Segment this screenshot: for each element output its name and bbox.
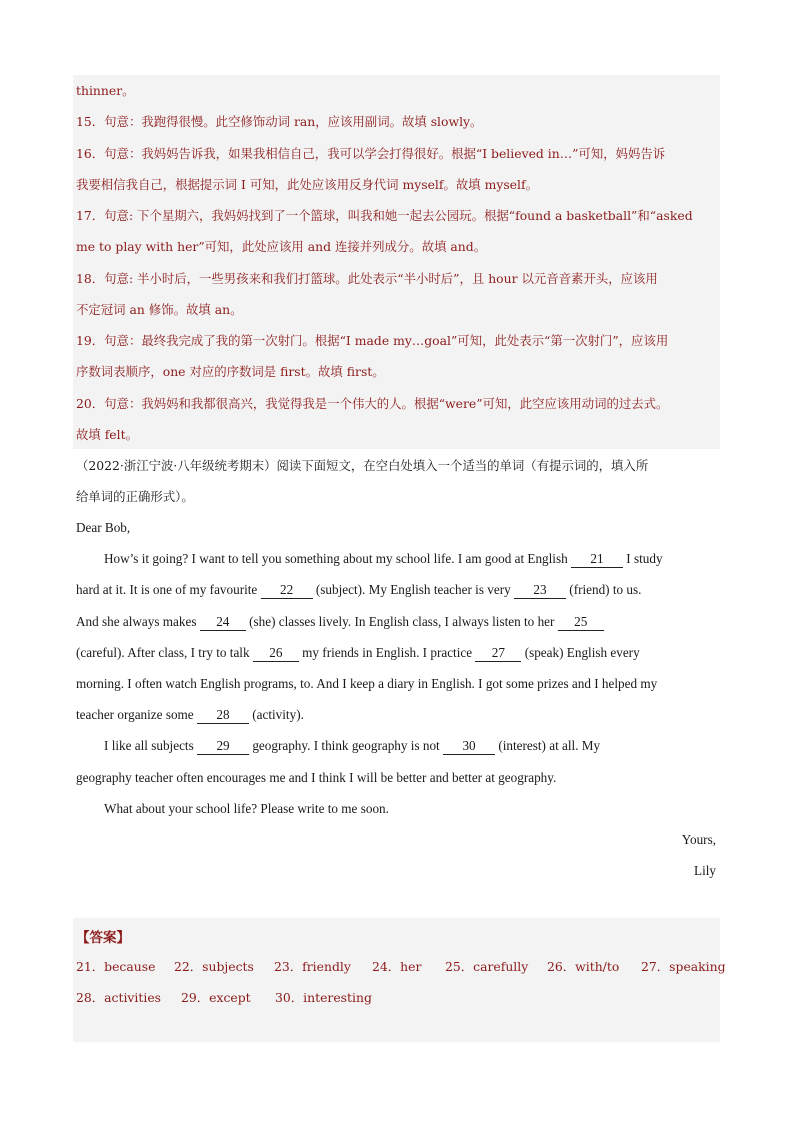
blank-28[interactable]: 28 (197, 707, 249, 724)
explanation-15: 15．句意：我跑得很慢。此空修饰动词 ran，应该用副词。故填 slowly。 (76, 114, 483, 129)
letter-line (76, 706, 304, 724)
question-intro: （2022·浙江宁波·八年级统考期末）阅读下面短文，在空白处填入一个适当的单词（有提示词的，填入所 (76, 458, 649, 473)
answer-item: 28．activities (76, 990, 162, 1005)
text: (she) classes lively. In English class, I always listen to her (245, 614, 558, 629)
text: I study (623, 551, 663, 566)
explanation-19: 19．句意：最终我完成了我的第一次射门。根据“I made my…goal”可知，此处表示“第一次射门”，应该用 (76, 333, 669, 348)
text: my friends in English. I practice (298, 645, 476, 660)
blank-24[interactable]: 24 (200, 614, 246, 631)
question-intro-cont: 给单词的正确形式）。 (76, 489, 194, 504)
explanation-16-cont: 我要相信我自己，根据提示词 I 可知，此处应该用反身代词 myself。故填 myself。 (76, 177, 538, 192)
blank-25[interactable]: 25 (558, 614, 604, 631)
blank-23[interactable]: 23 (514, 582, 566, 599)
letter-signature: Lily (694, 863, 716, 878)
text: geography. I think geography is not (249, 738, 444, 753)
letter-salutation: Dear Bob, (76, 520, 131, 535)
answer-box (73, 918, 720, 1042)
answer-item: 26．with/to (547, 959, 620, 974)
text: (interest) at all. My (495, 738, 601, 753)
explanation-18-cont: 不定冠词 an 修饰。故填 an。 (76, 302, 243, 317)
explanation-20: 20．句意：我妈妈和我都很高兴，我觉得我是一个伟大的人。根据“were”可知，此空应该用动词的过去式。 (76, 396, 669, 411)
explanation-box (73, 75, 720, 449)
letter-line (104, 550, 663, 568)
explanation-line: thinner。 (76, 83, 135, 98)
answer-item: 30．interesting (275, 990, 372, 1005)
blank-29[interactable]: 29 (197, 738, 249, 755)
blank-30[interactable]: 30 (443, 738, 495, 755)
explanation-20-cont: 故填 felt。 (76, 427, 138, 442)
explanation-17-cont: me to play with her”可知，此处应该用 and 连接并列成分。故填 and。 (76, 239, 487, 254)
letter-line: What about your school life? Please write to me soon. (104, 801, 389, 816)
answer-item: 23．friendly (274, 959, 351, 974)
text: (careful). After class, I try to talk (76, 645, 253, 660)
letter-line: morning. I often watch English programs, to. And I keep a diary in English. I got some prizes and I helped my (76, 676, 658, 691)
text: And she always makes (76, 614, 200, 629)
blank-21[interactable]: 21 (571, 551, 623, 568)
blank-27[interactable]: 27 (475, 645, 521, 662)
text: (friend) to us. (566, 582, 642, 597)
letter-line (76, 613, 604, 631)
text: (subject). My English teacher is very (312, 582, 514, 597)
letter-line (76, 644, 640, 662)
letter-closing: Yours, (681, 832, 716, 847)
text: hard at it. It is one of my favourite (76, 582, 261, 597)
blank-22[interactable]: 22 (261, 582, 313, 599)
explanation-18: 18．句意: 半小时后，一些男孩来和我们打篮球。此处表示“半小时后”，且 hour 以元音音素开头，应该用 (76, 271, 658, 286)
explanation-19-cont: 序数词表顺序，one 对应的序数词是 first。故填 first。 (76, 364, 385, 379)
answer-item: 25．carefully (445, 959, 529, 974)
text: (activity). (248, 707, 304, 722)
explanation-16: 16．句意：我妈妈告诉我，如果我相信自己，我可以学会打得很好。根据“I believed in…”可知，妈妈告诉 (76, 146, 666, 161)
answer-item: 27．speaking (641, 959, 726, 974)
answer-item: 29．except (181, 990, 251, 1005)
text: (speak) English every (521, 645, 640, 660)
explanation-17: 17．句意: 下个星期六，我妈妈找到了一个篮球，叫我和她一起去公园玩。根据“found a basketball”和“asked (76, 208, 693, 223)
text: I like all subjects (104, 738, 198, 753)
letter-line: geography teacher often encourages me and I think I will be better and better at geography. (76, 770, 557, 785)
letter-line (104, 737, 600, 755)
answer-label: 【答案】 (76, 930, 130, 946)
answer-item: 24．her (372, 959, 422, 974)
blank-26[interactable]: 26 (253, 645, 299, 662)
letter-line (76, 581, 641, 599)
text: teacher organize some (76, 707, 197, 722)
answer-item: 22．subjects (174, 959, 254, 974)
answer-item: 21．because (76, 959, 156, 974)
text: How’s it going? I want to tell you something about my school life. I am good at English (104, 551, 571, 566)
